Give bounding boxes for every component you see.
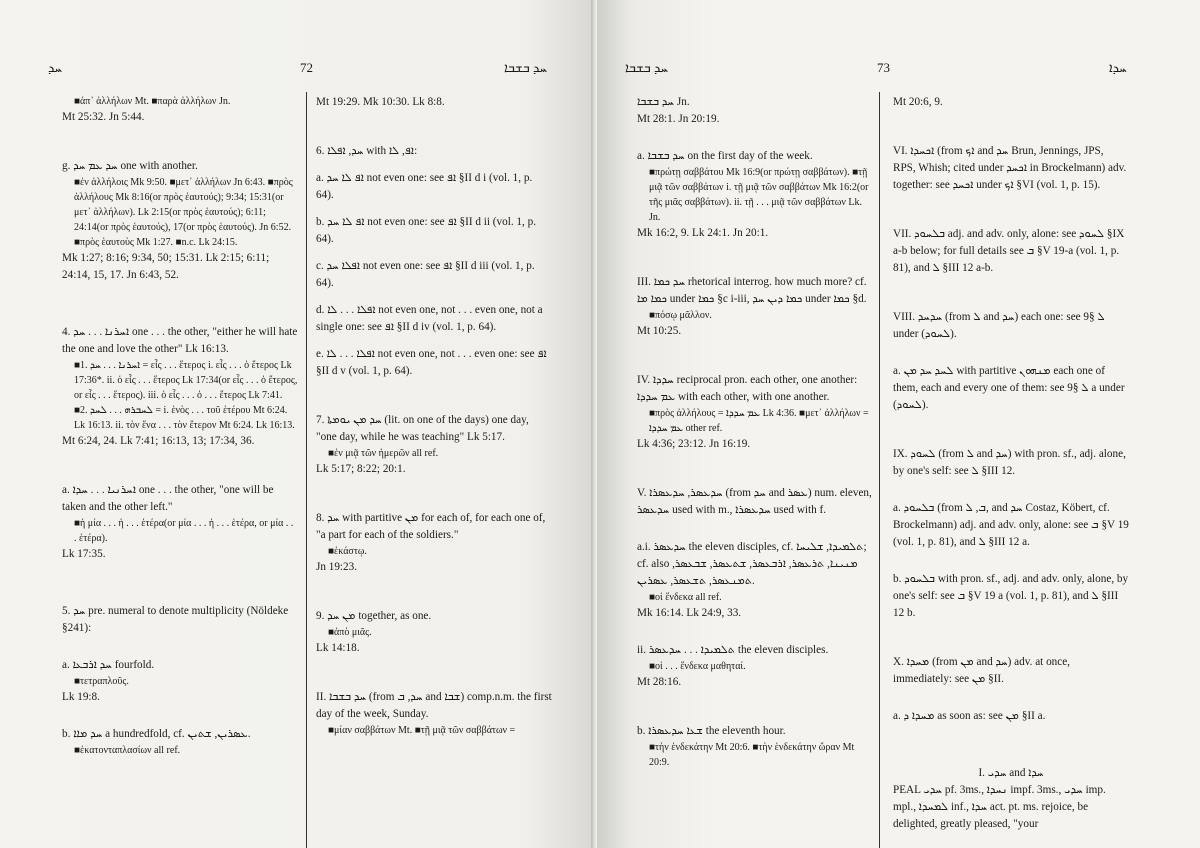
reference-line: Lk 17:35. — [62, 548, 106, 560]
spacer — [62, 284, 298, 324]
spacer — [316, 380, 552, 412]
dictionary-entry: a. ܚܕ ܐܪܒܥܐ fourfold. — [62, 659, 155, 671]
reference-line: Lk 5:17; 8:22; 20:1. — [316, 463, 406, 475]
reference-line: Mt 28:16. — [637, 676, 682, 688]
left-header-left: ܚܕ — [48, 60, 63, 75]
dictionary-entry: a.i. ܚܕܥܣܪ the eleven disciples, cf. ܬܠܡܝܕܐ, ܫܠܝܚܐ; cf. also ܡܢܝܢܐ, ܬܪܥܣܪ, ܐܪܒܥܣܪ, ܫܬܥܣܪ, ܫܒܥܣܪ, ܬܡܢܥܣܪ, ܬܫܥܣܪ, ܥܣܪܝܢ. — [637, 541, 867, 587]
dictionary-entry: d. ܐܦܠܐ . . . ܠܐ not even one, not . . . even one, not a single one: see ܐܦ §II d iv (vol. 1, p. 64). — [316, 304, 543, 333]
column-rule — [306, 92, 307, 848]
spacer — [893, 688, 1129, 708]
spacer — [637, 453, 873, 485]
dictionary-entry: c. ܐܦܠܐ ܚܕ not even one: see ܐܦ §II d iii (vol. 1, p. 64). — [316, 260, 535, 289]
left-column-b — [316, 94, 552, 848]
dictionary-entry: a. ܠܚܕ ܚܕ ܡܢ with partitive ܡܢܗܘܢ each one of them, each and every one of them: see ܠ §9 a under (ܠܚܘܕ). — [893, 365, 1125, 411]
dictionary-entry: e. ܐܦܠܐ . . . ܠܐ not even one, not . . . even one: see ܐܦ §II d v (vol. 1, p. 64). — [316, 348, 547, 377]
spacer — [316, 576, 552, 608]
dictionary-entry: PEAL ܚܕܝ pf. 3ms., ܢܚܕܐ impf. 3ms., ܚܕܝ imp. mpl., ܠܡܚܕܐ inf., ܚܕܐ act. pt. ms. rejoice, be delighted, greatly pleased, "your — [893, 784, 1106, 830]
reference-line: Mt 25:32. Jn 5:44. — [62, 111, 145, 123]
spacer — [316, 292, 552, 302]
right-header-left: ܚܕ ܒܫܒܐ — [625, 60, 669, 75]
dictionary-entry: a. ܡܚܕܐ ܕ as soon as: see ܡܢ §II a. — [893, 710, 1046, 722]
spacer — [893, 725, 1129, 765]
greek-equivalent-line: ■ἑκατονταπλασίων all ref. — [74, 745, 181, 756]
spacer — [637, 691, 873, 723]
section-heading: I. ܚܕܝ and ܚܕܐ — [978, 767, 1044, 779]
column-rule — [879, 92, 880, 848]
reference-line: Mt 19:29. Mk 10:30. Lk 8:8. — [316, 96, 445, 108]
dictionary-entry: X. ܡܚܕܐ (from ܡܢ and ܚܕ) adv. at once, immediately: see ܡܢ §II. — [893, 656, 1070, 685]
reference-line: Lk 14:18. — [316, 642, 360, 654]
greek-equivalent-line: ■ἡ μία . . . ἡ . . . ἑτέρα(or μία . . . ἡ . . . ἑτέρα, or μία . . . ἑτέρα). — [74, 518, 294, 544]
spacer — [316, 336, 552, 346]
dictionary-entry: b. ܫܥܐ ܚܕܥܣܪܐ the eleventh hour. — [637, 725, 786, 737]
spacer — [637, 519, 873, 539]
right-page-number: 73 — [877, 60, 890, 75]
spacer — [316, 657, 552, 689]
spacer — [62, 563, 298, 603]
left-header-right: ܚܕ ܒܫܒܐ — [504, 60, 548, 75]
greek-equivalent-line: ■ἐν ἀλλήλοις Mk 9:50. ■μετ᾽ ἀλλήλων Jn 6:43. ■πρὸς ἀλλήλους Mk 8:16(or πρὸς ἑαυτούς); 9:34; 15:31(or μετ᾽ ἀλλήλων). Lk 2:15(or πρὸς ἑαυτούς); 6:11; 24:14(or πρὸς ἑαυτούς), 17(or πρὸς ἑαυτούς). Jn 6:52. ■πρὸς ἑαυτοὺς Mk 1:27. ■n.c. Lk 24:15. — [74, 177, 293, 248]
greek-equivalent-line: ■ἀπὸ μιᾶς. — [328, 627, 372, 638]
spacer — [637, 340, 873, 372]
dictionary-entry: 8. ܚܕ with partitive ܡܢ for each of, for each one of, "a part for each of the soldiers." — [316, 512, 546, 541]
spacer — [316, 160, 552, 170]
dictionary-entry: ܚܕ ܒܫܒܐ Jn. — [637, 96, 690, 108]
greek-equivalent-line: ■μίαν σαββάτων Mt. ■τῇ μιᾷ τῶν σαββάτων = — [328, 725, 516, 736]
greek-equivalent-line: ■πρὸς ἀλλήλους = ܥܡ ܚܕܕܐ Lk 4:36. ■μετ᾽ ἀλλήλων = ܥܡ ܚܕܕܐ other ref. — [649, 408, 869, 434]
spacer — [893, 343, 1129, 363]
dictionary-entry: V. ܚܕܥܣܪ, ܚܕܥܣܪܐ (from ܚܕ and ܥܣܪ) num. eleven, ܚܕܥܣܪ used with m., ܚܕܥܣܪܐ used with f. — [637, 487, 872, 516]
spacer — [62, 126, 298, 158]
greek-equivalent-line: ■πρώτῃ σαββάτου Mk 16:9(or πρώτῃ σαββάτων). ■τῇ μιᾷ τῶν σαββάτων i. τῇ μιᾷ τῶν σαββάτων Mk 16:2(or τῆς μιᾶς σαββάτων). ii. τῇ . . . μιᾷ τῶν σαββάτων Lk. Jn. — [649, 167, 869, 223]
reference-line: Mk 16:2, 9. Lk 24:1. Jn 20:1. — [637, 227, 769, 239]
dictionary-entry: IX. ܠܚܘܕ (from ܠ and ܚܕ) with pron. sf., adj. alone, by one's self: see ܠ §III 12. — [893, 448, 1126, 477]
dictionary-entry: 7. ܚܕ ܡܢ ܝܘܡܬܐ (lit. on one of the days) one day, "one day, while he was teaching" Lk 5:17. — [316, 414, 529, 443]
reference-line: Mt 20:6, 9. — [893, 96, 943, 108]
greek-equivalent-line: ■ἑκάστῳ. — [328, 546, 367, 557]
greek-equivalent-line: ■1. ܐܚܪܢܐ . . . ܚܕ = εἷς . . . ἕτερος i. εἷς . . . ὁ ἕτερος Lk 17:36*. ii. ὁ εἷς . . . ἕτερος Lk 17:34(or εἷς . . . ὁ ἕτερος, or εἷς . . . ἕτερος). iii. ὁ εἷς . . . ὁ . . . ἕτερος Lk 7:41. ■2. ܠܚܒܪܗ . . . ܠܚܕ = i. ἑνὸς . . . τοῦ ἑτέρου Mt 6:24. Lk 16:13. ii. τὸν ἕνα . . . τὸν ἕτερον Mt 6:24. Lk 16:13. — [74, 360, 298, 431]
spacer — [893, 277, 1129, 309]
dictionary-entry: VI. ܐܟܚܕܐ (from ܐܟ and ܚܕ Brun, Jennings, JPS, RPS, Whish; cited under ܐܟܚܕ in Brockelmann) adv. together: see ܐܟܚܕ under ܐܟ §VI (vol. 1, p. 15). — [893, 145, 1127, 191]
dictionary-entry: 4. ܐܚܪܢܐ . . . ܚܕ one . . . the other, "either he will hate the one and love the other" Lk 16:13. — [62, 326, 298, 355]
reference-line: Mt 6:24, 24. Lk 7:41; 16:13, 13; 17:34, 36. — [62, 435, 255, 447]
reference-line: Mk 1:27; 8:16; 9:34, 50; 15:31. Lk 2:15; 6:11; 24:14, 15, 17. Jn 6:43, 52. — [62, 252, 270, 281]
spacer — [316, 204, 552, 214]
spacer — [893, 111, 1129, 143]
reference-line: Lk 19:8. — [62, 691, 100, 703]
spacer — [316, 111, 552, 143]
greek-equivalent-line: ■πόσῳ μᾶλλον. — [649, 310, 712, 321]
greek-equivalent-line: ■ἀπ᾽ ἀλλήλων Mt. ■παρὰ ἀλλήλων Jn. — [74, 96, 231, 107]
left-column-a — [62, 94, 298, 848]
dictionary-entry: b. ܚܕ ܡܐܐ a hundredfold, cf. ܥܣܪܝܢ, ܫܬܝܢ. — [62, 728, 251, 740]
dictionary-entry: 5. ܚܕ pre. numeral to denote multiplicity (Nöldeke §241): — [62, 605, 289, 634]
greek-equivalent-line: ■τὴν ἑνδεκάτην Mt 20:6. ■τὴν ἑνδεκάτην ὥραν Mt 20:9. — [649, 742, 855, 768]
dictionary-entry: a. ܐܚܪܢܝܐ . . . ܚܕܐ one . . . the other, "one will be taken and the other left." — [62, 484, 274, 513]
spacer — [316, 248, 552, 258]
dictionary-entry: a. ܒܠܚܘܕ (from ܒ, ܠ, and ܚܕ Costaz, Köbert, cf. Brockelmann) adj. and adv. only, alone: see ܒ §V 19 (vol. 1, p. 81), and ܠ §III 12 a. — [893, 502, 1129, 548]
dictionary-entry: VII. ܒܠܚܘܕ adj. and adv. only, alone: see ܠܚܘܕ §IX a-b below; for full details see ܒ §V 19-a (vol. 1, p. 81), and ܠ §III 12 a-b. — [893, 228, 1125, 274]
reference-line: Mk 16:14. Lk 24:9, 33. — [637, 607, 742, 619]
dictionary-entry: 9. ܡܢ ܚܕ together, as one. — [316, 610, 432, 622]
spacer — [893, 194, 1129, 226]
spacer — [893, 622, 1129, 654]
reference-line: Mt 28:1. Jn 20:19. — [637, 113, 720, 125]
spacer — [637, 128, 873, 148]
reference-line: Jn 19:23. — [316, 561, 358, 573]
reference-line: Mt 10:25. — [637, 325, 682, 337]
left-page-number: 72 — [300, 60, 313, 75]
right-header-right: ܚܕܐ — [1109, 60, 1127, 75]
spacer — [893, 414, 1129, 446]
spacer — [637, 622, 873, 642]
dictionary-entry: ii. ܬܠܡܝܕܐ . . . ܚܕܥܣܪ the eleven disciples. — [637, 644, 829, 656]
reference-line: Lk 4:36; 23:12. Jn 16:19. — [637, 438, 751, 450]
greek-equivalent-line: ■τετραπλοῦς. — [74, 676, 129, 687]
greek-equivalent-line: ■οἱ ἕνδεκα all ref. — [649, 592, 722, 603]
dictionary-entry: b. ܐܦ ܠܐ ܚܕ not even one: see ܐܦ §II d ii (vol. 1, p. 64). — [316, 216, 536, 245]
spacer — [62, 706, 298, 726]
dictionary-entry: 6. ܚܕ, ܐܦܠܐ with ܐܦ, ܠܐ: — [316, 145, 418, 157]
right-column-a — [637, 94, 873, 848]
dictionary-entry: IV. ܚܕܕܐ reciprocal pron. each other, one another: ܥܡ ܚܕܕܐ with each other, with one another. — [637, 374, 858, 403]
greek-equivalent-line: ■ἐν μιᾷ τῶν ἡμερῶν all ref. — [328, 448, 439, 459]
right-column-b — [893, 94, 1129, 848]
dictionary-entry: g. ܚܕ ܥܡ ܚܕ one with another. — [62, 160, 198, 172]
spacer — [316, 478, 552, 510]
dictionary-entry: II. ܚܕ ܒܫܒܐ (from ܚܕ, ܒ and ܫܒܐ) comp.n.m. the first day of the week, Sunday. — [316, 691, 552, 720]
left-page — [0, 0, 597, 848]
dictionary-entry: III. ܚܕ ܟܡܐ rhetorical interrog. how much more? cf. ܟܡܐ ܡܐ under ܟܡܐ §c i-iii, ܟܡܐ ܕܝܢ ܚܕ under ܟܡܐ §d. — [637, 276, 867, 305]
dictionary-entry: b. ܒܠܚܘܕ with pron. sf., adj. and adv. only, alone, by one's self: see ܒ §V 19 a (vol. 1, p. 81), and ܠ §III 12 b. — [893, 573, 1129, 619]
right-page — [597, 0, 1200, 848]
dictionary-entry: a. ܐܦ ܠܐ ܚܕ not even one: see ܐܦ §II d i (vol. 1, p. 64). — [316, 172, 533, 201]
spacer — [893, 551, 1129, 571]
spacer — [62, 450, 298, 482]
dictionary-entry: VIII. ܚܕܚܕ (from ܠ and ܚܕ) each one: see ܠ §9 under (ܠܚܘܕ). — [893, 311, 1105, 340]
dictionary-entry: a. ܚܕ ܒܫܒܐ on the first day of the week. — [637, 150, 813, 162]
spacer — [62, 637, 298, 657]
greek-equivalent-line: ■οἱ . . . ἕνδεκα μαθηταί. — [649, 661, 746, 672]
spacer — [637, 242, 873, 274]
spacer — [893, 480, 1129, 500]
